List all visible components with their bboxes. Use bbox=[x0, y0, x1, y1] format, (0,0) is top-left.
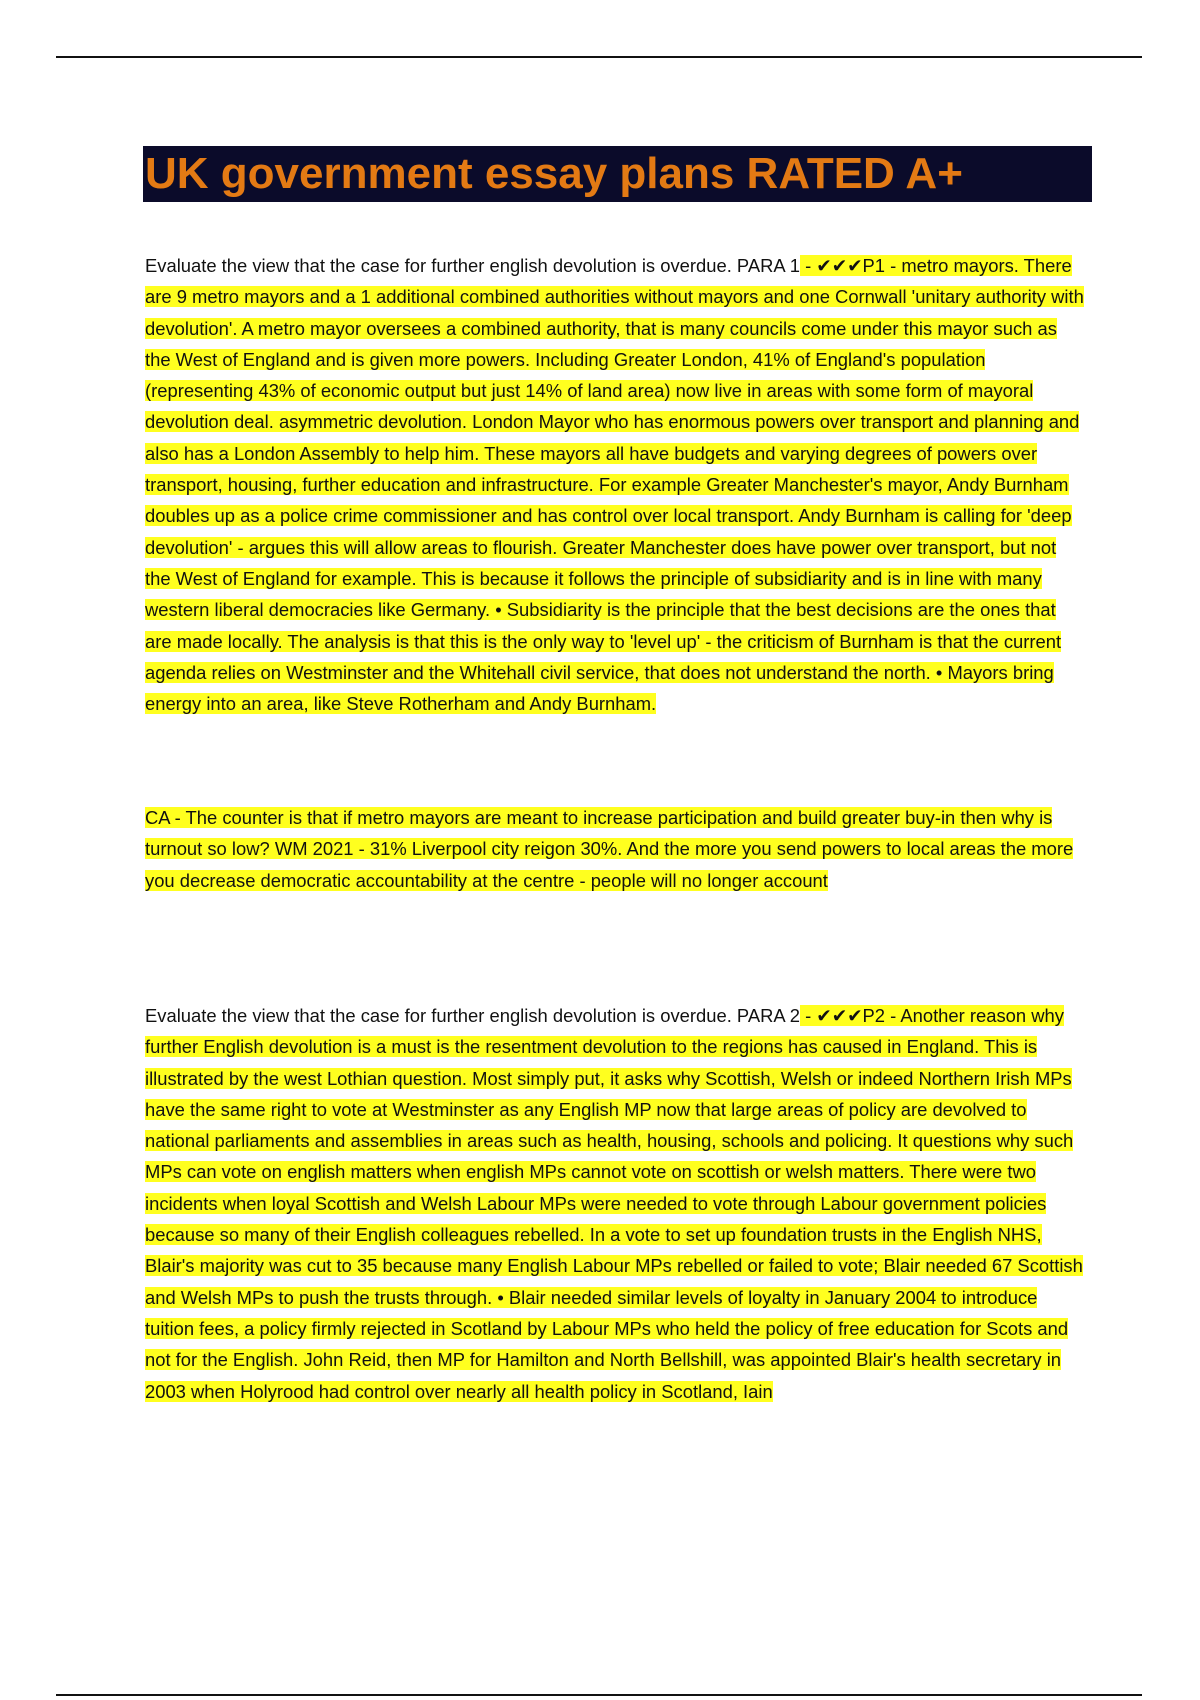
highlighted-counter-argument: CA - The counter is that if metro mayors are meant to increase participation and build greater buy-in then why is turnout so low? WM 2021 - 31% Liverpool city reigon 30%. And the more you send powers to local areas the more you decrease democratic accountability at the centre - people will no longer account bbox=[145, 807, 1074, 891]
paragraph-para-1 bbox=[145, 250, 1085, 719]
highlighted-answer-para-2: - ✔✔✔P2 - Another reason why further English devolution is a must is the resentment devolution to the regions has caused in England. This is illustrated by the west Lothian question. Most simply put, it asks why Scottish, Welsh or indeed Northern Irish MPs have the same right to vote at Westminster as any English MP now that large areas of policy are devolved to national parliaments and assemblies in areas such as health, housing, schools and policing. It questions why such MPs can vote on english matters when english MPs cannot vote on scottish or welsh matters. There were two incidents when loyal Scottish and Welsh Labour MPs were needed to vote through Labour government policies because so many of their English colleagues rebelled. In a vote to set up foundation trusts in the English NHS, Blair's majority was cut to 35 because many English Labour MPs rebelled or failed to vote; Blair needed 67 Scottish and Welsh MPs to push the trusts through. • Blair needed similar levels of loyalty in January 2004 to introduce tuition fees, a policy firmly rejected in Scotland by Labour MPs who held the policy of free education for Scots and not for the English. John Reid, then MP for Hamilton and North Bellshill, was appointed Blair's health secretary in 2003 when Holyrood had control over nearly all health policy in Scotland, Iain bbox=[145, 1005, 1083, 1402]
paragraph-counter-argument bbox=[145, 802, 1085, 896]
top-rule bbox=[56, 56, 1142, 58]
question-text-para-2: Evaluate the view that the case for further english devolution is overdue. PARA 2 bbox=[145, 1005, 800, 1026]
paragraph-para-2 bbox=[145, 1000, 1085, 1407]
title-banner bbox=[143, 146, 1092, 202]
document-title: UK government essay plans RATED A+ bbox=[145, 149, 963, 198]
question-text-para-1: Evaluate the view that the case for further english devolution is overdue. PARA 1 bbox=[145, 255, 800, 276]
bottom-rule bbox=[56, 1694, 1142, 1696]
highlighted-answer-para-1: - ✔✔✔P1 - metro mayors. There are 9 metro mayors and a 1 additional combined authorities without mayors and one Cornwall 'unitary authority with devolution'. A metro mayor oversees a combined authority, that is many councils come under this mayor such as the West of England and is given more powers. Including Greater London, 41% of England's population (representing 43% of economic output but just 14% of land area) now live in areas with some form of mayoral devolution deal. asymmetric devolution. London Mayor who has enormous powers over transport and planning and also has a London Assembly to help him. These mayors all have budgets and varying degrees of powers over transport, housing, further education and infrastructure. For example Greater Manchester's mayor, Andy Burnham doubles up as a police crime commissioner and has control over local transport. Andy Burnham is calling for 'deep devolution' - argues this will allow areas to flourish. Greater Manchester does have power over transport, but not the West of England for example. This is because it follows the principle of subsidiarity and is in line with many western liberal democracies like Germany. • Subsidiarity is the principle that the best decisions are the ones that are made locally. The analysis is that this is the only way to 'level up' - the criticism of Burnham is that the current agenda relies on Westminster and the Whitehall civil service, that does not understand the north. • Mayors bring energy into an area, like Steve Rotherham and Andy Burnham. bbox=[145, 255, 1084, 715]
